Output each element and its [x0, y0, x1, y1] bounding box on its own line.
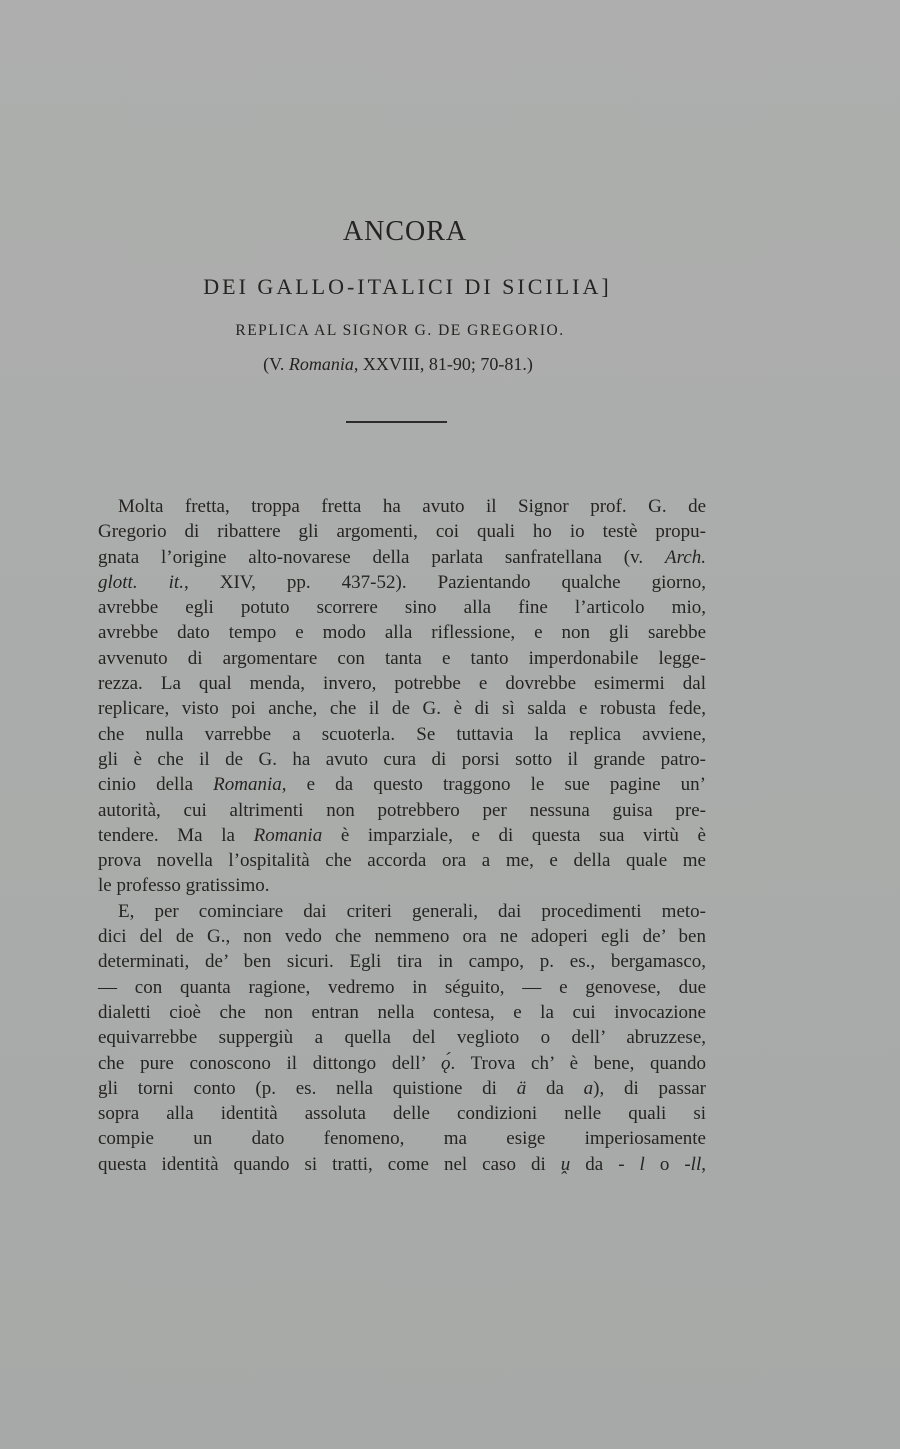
- text-line: autorità, cui altrimenti non potrebbero per nessuna guisa pre-: [98, 799, 706, 821]
- text-run: gnata l’origine alto-novarese della parlata sanfratellana (v.: [98, 546, 666, 568]
- text-line: avrebbe egli potuto scorrere sino alla fine l’articolo mio,: [98, 597, 706, 619]
- italic-run: Romania: [213, 774, 282, 796]
- text-line: avvenuto di argomentare con tanta e tanto imperdonabile legge-: [98, 647, 706, 669]
- italic-run: ṷ: [560, 1153, 571, 1175]
- text-run: da: [526, 1077, 584, 1099]
- italic-run: Arch.: [665, 546, 706, 568]
- text-run: ,: [701, 1153, 706, 1175]
- text-run: tendere. Ma la: [98, 824, 254, 846]
- text-line: avrebbe dato tempo e modo alla riflessione, e non gli sarebbe: [98, 622, 706, 644]
- text-line: [98, 1051, 706, 1076]
- italic-run: ǫ́: [440, 1052, 451, 1074]
- text-run: è imparziale, e di questa sua virtù è: [322, 824, 706, 846]
- text-run: questa identità quando si tratti, come nel caso di: [98, 1153, 561, 1175]
- reference-details: , XXVIII, 81-90; 70-81.): [353, 354, 533, 374]
- text-line: [98, 570, 706, 595]
- text-line: compie un dato fenomeno, ma esige imperiosamente: [98, 1128, 706, 1150]
- text-line: che nulla varrebbe a scuoterla. Se tuttavia la replica avviene,: [98, 723, 706, 745]
- body-text: [98, 494, 706, 1177]
- article-title: ANCORA: [342, 216, 468, 247]
- text-line: [98, 823, 706, 848]
- text-line: E, per cominciare dai criteri generali, dai procedimenti meto-: [118, 900, 706, 922]
- italic-run: Romania: [253, 824, 323, 846]
- text-line: Gregorio di ribattere gli argomenti, coi quali ho io testè propu-: [98, 521, 706, 543]
- text-line: [98, 772, 706, 797]
- separator-rule: [346, 421, 447, 423]
- text-line: [98, 1076, 706, 1101]
- italic-run: -ll: [684, 1153, 702, 1175]
- text-run: . Trova ch’ è bene, quando: [450, 1052, 706, 1074]
- text-line: sopra alla identità assoluta delle condizioni nelle quali si: [98, 1103, 706, 1125]
- italic-run: glott. it.: [98, 571, 184, 593]
- text-line: Molta fretta, troppa fretta ha avuto il Signor prof. G. de: [118, 496, 706, 517]
- replica-line: REPLICA AL SIGNOR G. DE GREGORIO.: [235, 322, 565, 339]
- text-run: ), di passar: [593, 1077, 706, 1099]
- italic-run: l: [639, 1153, 645, 1175]
- text-line: [98, 1152, 706, 1177]
- text-line: — con quanta ragione, vedremo in séguito, — e genovese, due: [98, 976, 706, 998]
- text-run: che pure conoscono il dittongo dell’: [98, 1052, 441, 1074]
- reference-journal: Romania: [288, 354, 354, 374]
- text-run: o: [644, 1153, 685, 1175]
- paragraph-2: [98, 899, 706, 1177]
- text-run: gli torni conto (p. es. nella quistione di: [98, 1077, 517, 1099]
- italic-run: a: [583, 1077, 594, 1099]
- text-line: gli è che il de G. ha avuto cura di porsi sotto il grande patro-: [98, 748, 706, 770]
- paragraph-1: [98, 494, 706, 899]
- text-run: cinio della: [98, 774, 214, 796]
- text-run: , XIV, pp. 437-52). Pazientando qualche giorno,: [183, 571, 706, 593]
- text-line: dici del de G., non vedo che nemmeno ora ne adoperi egli de’ ben: [98, 926, 706, 948]
- text-line: rezza. La qual menda, invero, potrebbe e dovrebbe esimermi dal: [98, 673, 706, 695]
- text-line: determinati, de’ ben sicuri. Egli tira in campo, p. es., bergamasco,: [98, 951, 706, 973]
- text-run: , e da questo traggono le sue pagine un’: [281, 774, 706, 796]
- text-line: [98, 545, 706, 570]
- reference-open: (V.: [263, 354, 289, 374]
- reference-line: [0, 354, 796, 375]
- text-line: le professo gratissimo.: [98, 875, 270, 897]
- text-line: prova novella l’ospitalità che accorda ora a me, e della quale me: [98, 850, 706, 872]
- italic-run: ä: [516, 1077, 527, 1099]
- article-subtitle: DEI GALLO-ITALICI DI SICILIA]: [203, 274, 612, 299]
- text-line: dialetti cioè che non entran nella contesa, e la cui invocazione: [98, 1001, 706, 1023]
- text-line: replicare, visto poi anche, che il de G. è di sì salda e robusta fede,: [98, 698, 706, 720]
- text-line: equivarrebbe suppergiù a quella del veglioto o dell’ abruzzese,: [98, 1027, 706, 1049]
- text-run: da -: [570, 1153, 640, 1175]
